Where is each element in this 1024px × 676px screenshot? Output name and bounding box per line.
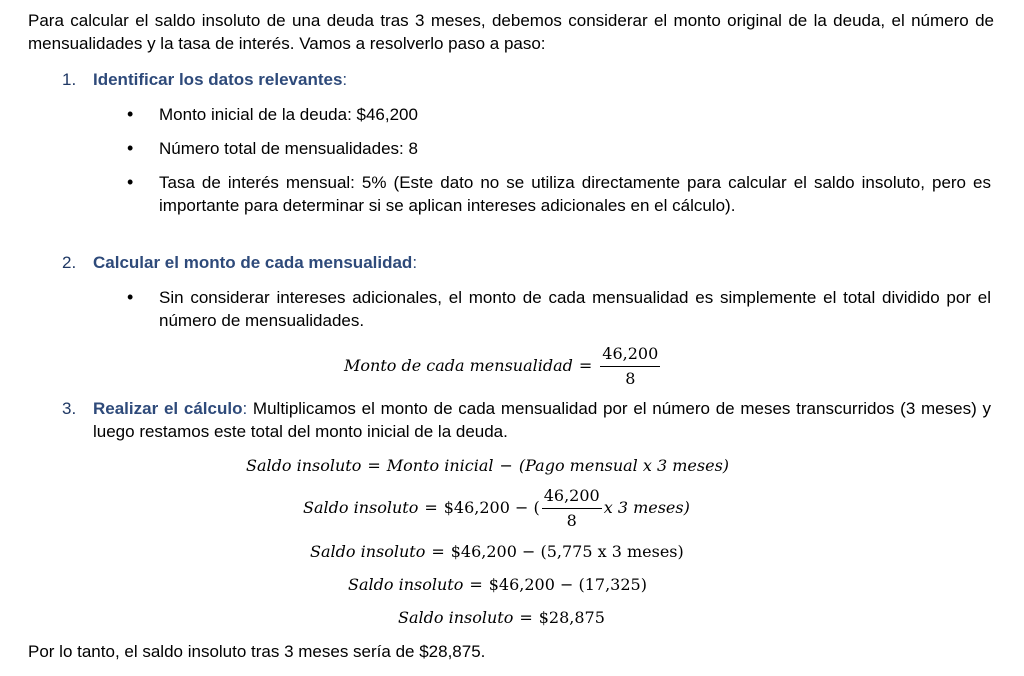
bullet-icon: •	[127, 138, 134, 158]
eq2-lhs: Saldo insoluto	[303, 498, 419, 517]
eq4-lhs: Saldo insoluto	[348, 575, 464, 594]
bullet-icon: •	[127, 287, 134, 307]
equation-line-5	[398, 608, 605, 628]
step-3-title: Realizar el cálculo	[93, 399, 243, 418]
bullet-icon: •	[127, 172, 134, 192]
eq1-minus: −	[499, 456, 513, 475]
eq1-rhs-a: Monto inicial	[386, 456, 494, 475]
bullet-numero-mensualidades: Número total de mensualidades: 8	[159, 139, 418, 158]
formula-monto-mensualidad	[344, 344, 662, 389]
equation-line-2	[303, 486, 690, 531]
formula-fraction	[600, 344, 660, 389]
bullet-tasa-interes: Tasa de interés mensual: 5% (Este dato no se utiliza directamente para calcular el saldo insoluto, pero es importante para determinar si se aplican intereses adicionales en el cálculo).	[159, 173, 991, 215]
step-2-number: 2.	[62, 253, 77, 272]
equation-line-1	[246, 456, 729, 476]
bullet-monto-inicial: Monto inicial de la deuda: $46,200	[159, 105, 418, 124]
step-1-colon: :	[342, 70, 348, 89]
formula-equals: =	[578, 356, 593, 375]
eq2-numerator: 46,200	[542, 486, 602, 509]
eq5-rhs: $28,875	[538, 608, 605, 627]
eq5-equals: =	[519, 608, 533, 627]
step-3-paragraph	[93, 397, 991, 443]
step-3-text: Multiplicamos el monto de cada mensualidad por el número de meses transcurridos (3 meses) y luego restamos este total del monto inicial de la deuda.	[93, 399, 991, 441]
step-1-title: Identificar los datos relevantes	[93, 70, 343, 89]
step-1-number: 1.	[62, 70, 77, 89]
eq3-rhs: $46,200 − (5,775 x 3 meses)	[450, 542, 684, 561]
formula-lhs: Monto de cada mensualidad	[344, 356, 573, 375]
step-1-heading	[93, 68, 347, 91]
eq2-post: x 3 meses)	[603, 498, 690, 517]
eq2-equals: =	[424, 498, 438, 517]
fraction-numerator: 46,200	[600, 344, 660, 367]
eq1-rhs-b: (Pago mensual x 3 meses)	[518, 456, 730, 475]
bullet-icon: •	[127, 104, 134, 124]
eq4-equals: =	[469, 575, 483, 594]
intro-paragraph: Para calcular el saldo insoluto de una deuda tras 3 meses, debemos considerar el monto original de la deuda, el número de mensualidades y la tasa de interés. Vamos a resolverlo paso a paso:	[28, 11, 994, 53]
eq3-equals: =	[431, 542, 445, 561]
eq4-rhs: $46,200 − (17,325)	[488, 575, 647, 594]
eq2-pre: $46,200 − (	[443, 498, 540, 517]
eq1-equals: =	[367, 456, 381, 475]
eq2-denominator: 8	[566, 511, 577, 530]
step-3-colon: :	[242, 399, 248, 418]
bullet-sin-intereses: Sin considerar intereses adicionales, el monto de cada mensualidad es simplemente el total dividido por el número de mensualidades.	[159, 288, 991, 330]
step-2-title: Calcular el monto de cada mensualidad	[93, 253, 413, 272]
equation-line-4	[348, 575, 647, 595]
eq5-lhs: Saldo insoluto	[398, 608, 514, 627]
eq1-lhs: Saldo insoluto	[246, 456, 362, 475]
eq3-lhs: Saldo insoluto	[310, 542, 426, 561]
step-2-colon: :	[412, 253, 418, 272]
fraction-denominator: 8	[625, 369, 636, 388]
eq2-fraction	[542, 486, 602, 531]
conclusion: Por lo tanto, el saldo insoluto tras 3 meses sería de $28,875.	[28, 642, 486, 661]
step-2-heading	[93, 251, 417, 274]
equation-line-3	[310, 542, 684, 562]
step-3-number: 3.	[62, 399, 77, 418]
